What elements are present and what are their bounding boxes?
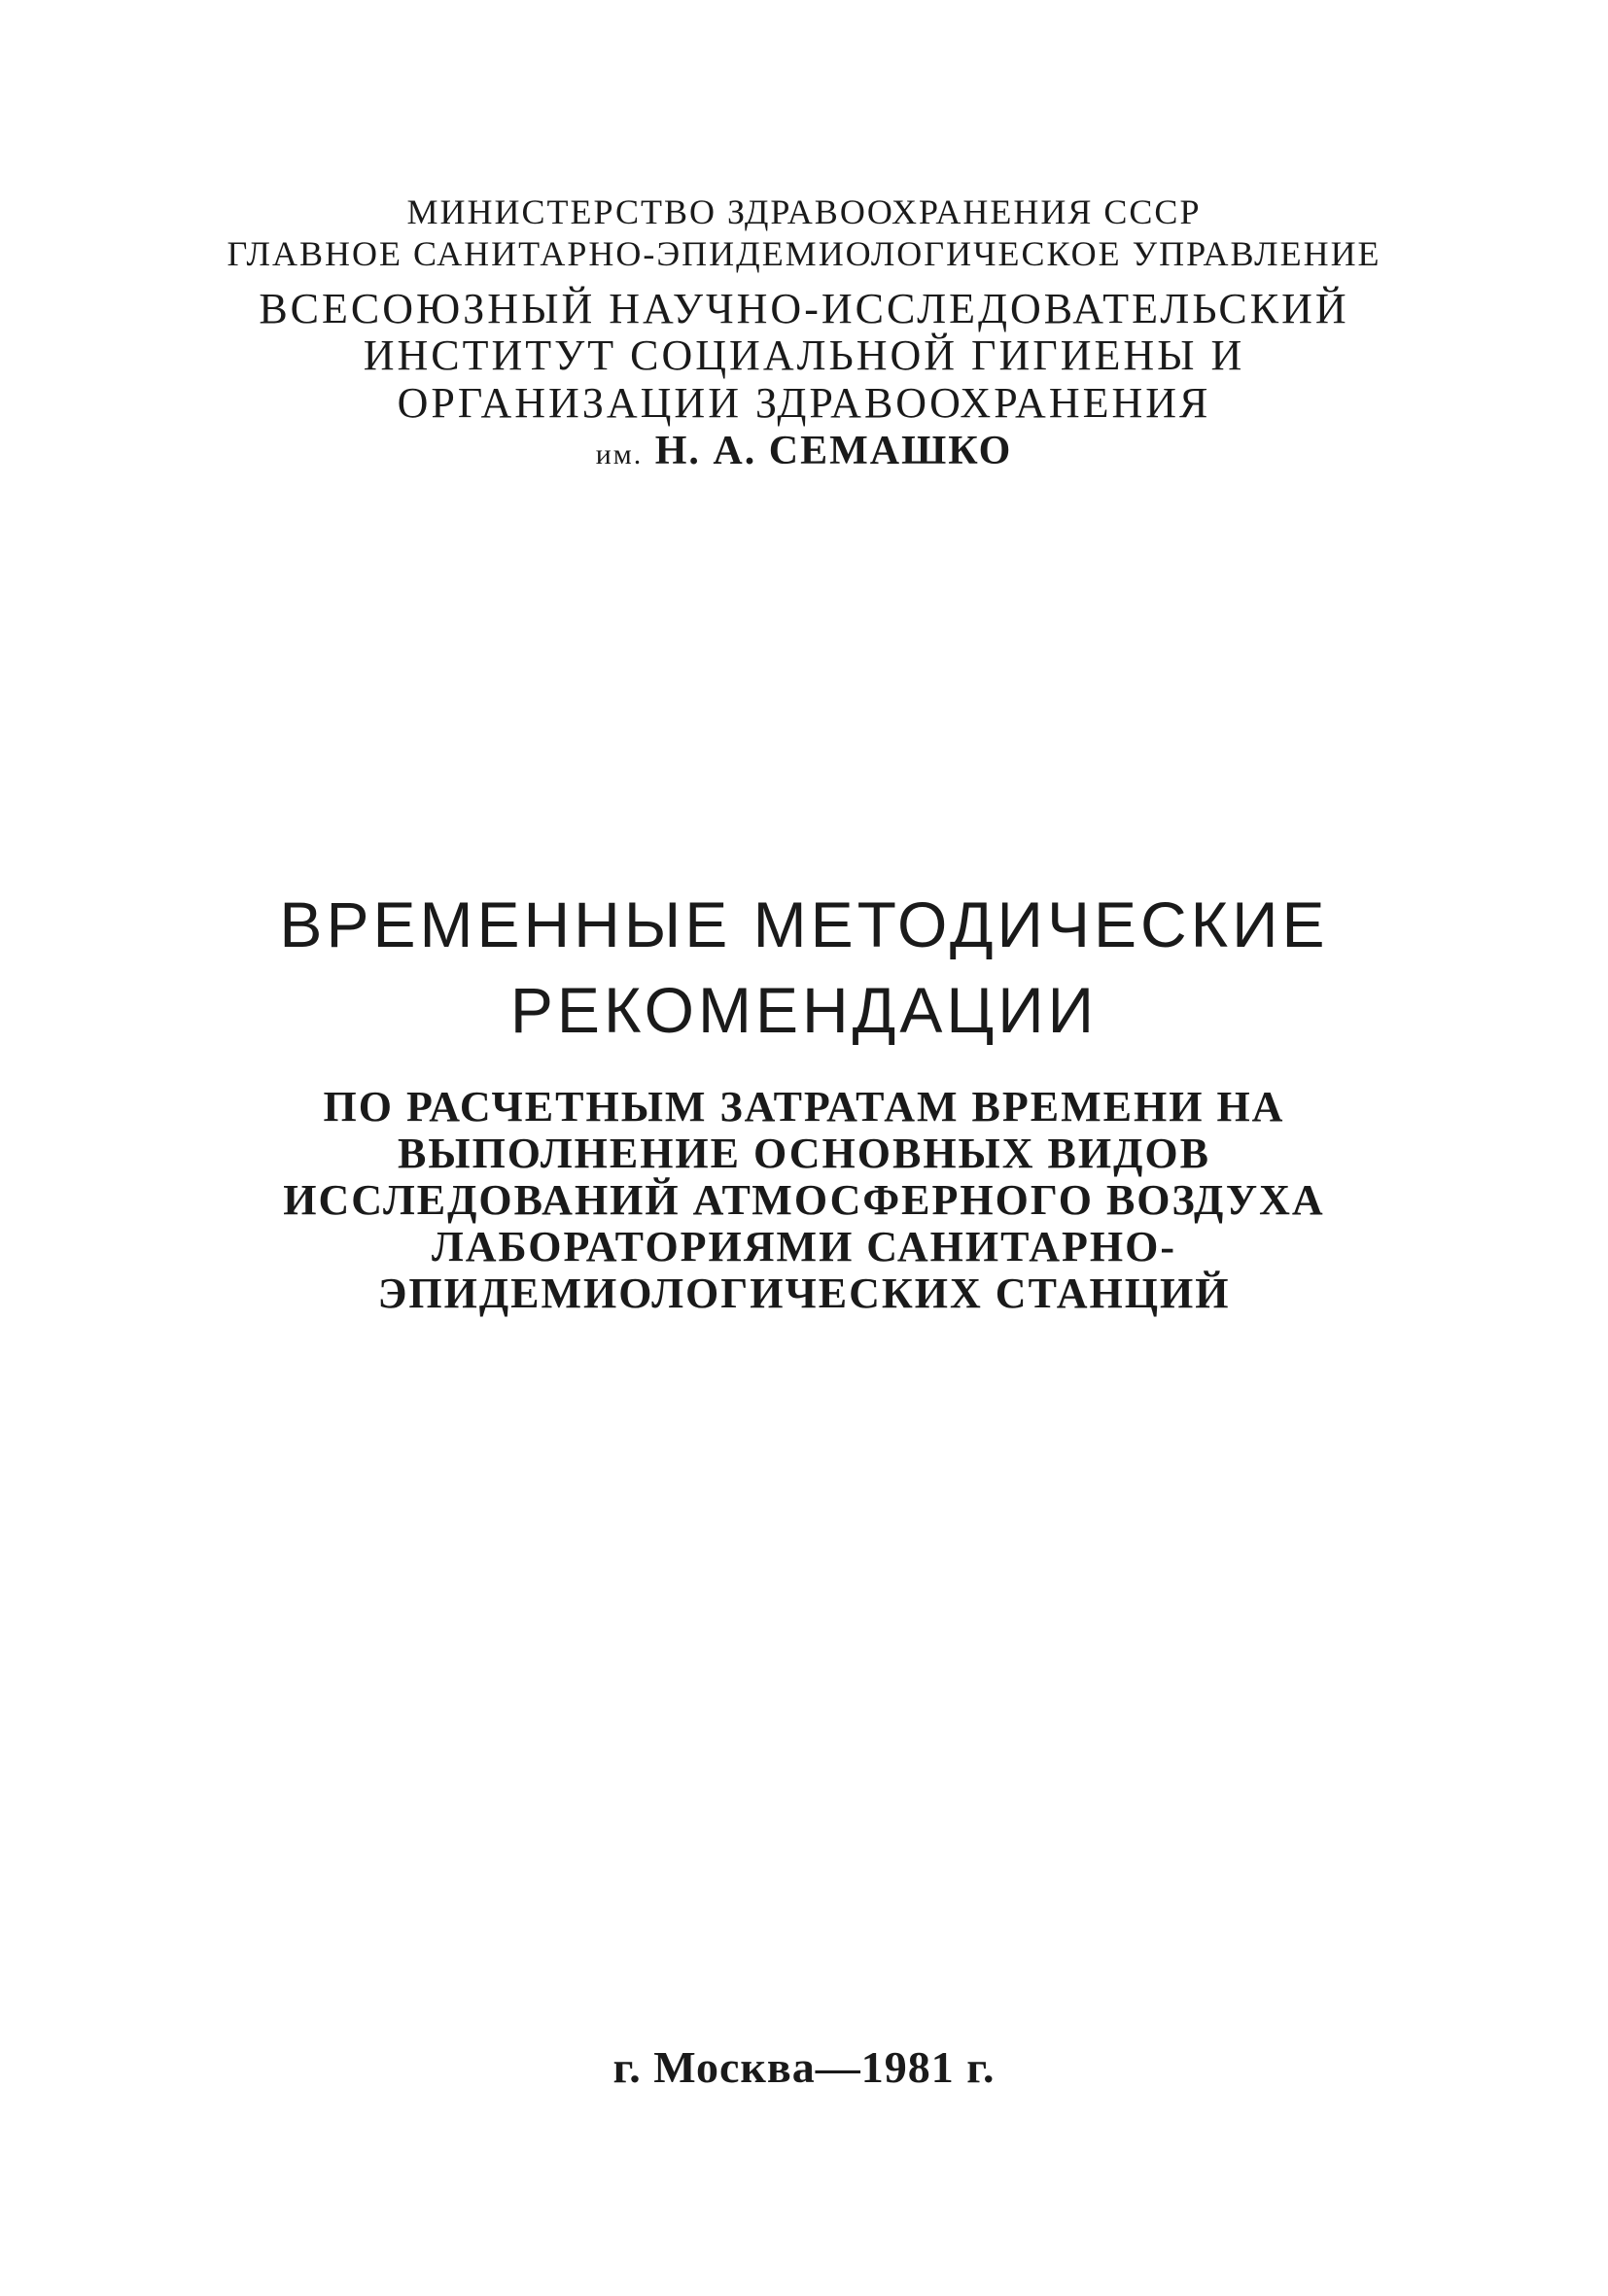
institute-line-2: ИНСТИТУТ СОЦИАЛЬНОЙ ГИГИЕНЫ И <box>363 331 1245 379</box>
imprint-line: г. Москва—1981 г. <box>612 2042 996 2092</box>
subtitle-line-4: ЛАБОРАТОРИЯМИ САНИТАРНО- <box>431 1223 1177 1270</box>
directorate-line: ГЛАВНОЕ САНИТАРНО-ЭПИДЕМИОЛОГИЧЕСКОЕ УПРАВЛЕНИЕ <box>227 234 1381 273</box>
named-after-prefix: им. <box>595 438 644 470</box>
institute-line-1: ВСЕСОЮЗНЫЙ НАУЧНО-ИССЛЕДОВАТЕЛЬСКИЙ <box>259 285 1349 332</box>
named-after-person: Н. А. СЕМАШКО <box>654 429 1013 473</box>
subtitle-line-1: ПО РАСЧЕТНЫМ ЗАТРАТАМ ВРЕМЕНИ НА <box>323 1083 1285 1131</box>
title-line-1: ВРЕМЕННЫЕ МЕТОДИЧЕСКИЕ <box>279 888 1329 960</box>
subtitle-line-3: ИССЛЕДОВАНИЙ АТМОСФЕРНОГО ВОЗДУХА <box>283 1176 1325 1224</box>
named-after-line <box>0 431 1608 471</box>
institute-line-3: ОРГАНИЗАЦИИ ЗДРАВООХРАНЕНИЯ <box>397 379 1211 427</box>
title-line-2: РЕКОМЕНДАЦИИ <box>509 974 1099 1046</box>
ministry-line: МИНИСТЕРСТВО ЗДРАВООХРАНЕНИЯ СССР <box>406 192 1202 231</box>
subtitle-line-5: ЭПИДЕМИОЛОГИЧЕСКИХ СТАНЦИЙ <box>377 1270 1231 1317</box>
subtitle-line-2: ВЫПОЛНЕНИЕ ОСНОВНЫХ ВИДОВ <box>398 1130 1210 1177</box>
